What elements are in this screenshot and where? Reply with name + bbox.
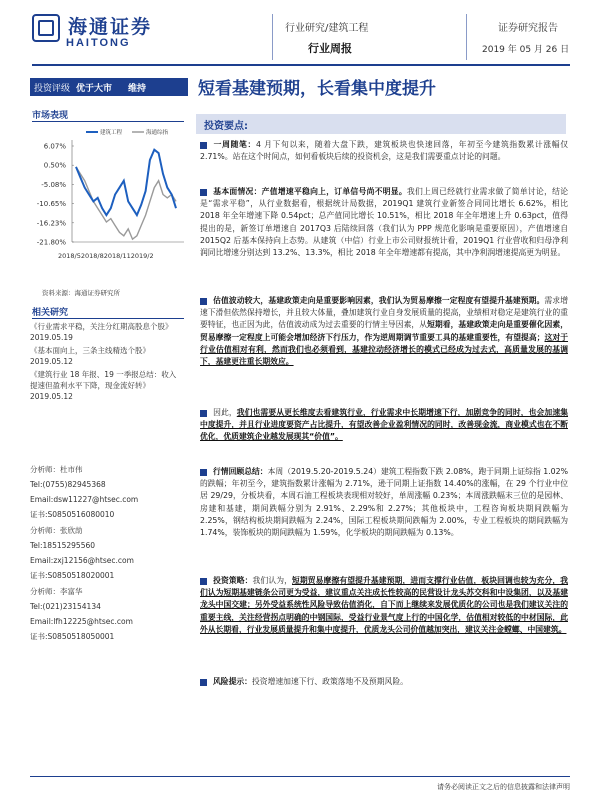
rating-value: 优于大市	[76, 83, 113, 94]
related-item-date: 2019.05.19	[30, 333, 73, 342]
para-underline: 这对于行业估值相对有利，然而我们也必须看到，基建拉动经济增长的模式已经成为过去式，高质量发展的基调下，基建更注重长期效应。	[200, 332, 569, 367]
analyst-cert: 证书:S0850518050001	[30, 632, 115, 641]
chart-source: 资料来源：海通证券研究所	[42, 289, 120, 297]
para-lead: 风险提示：	[213, 677, 252, 686]
analyst-name: 分析师：李富华	[30, 587, 83, 596]
y-tick-label: -10.65%	[36, 200, 66, 209]
paragraph-valuation	[200, 295, 568, 368]
y-tick-label: -5.08%	[41, 180, 66, 189]
logo-mark	[32, 14, 60, 42]
series-line	[76, 167, 176, 239]
y-tick-label: 6.07%	[43, 142, 66, 151]
bullet-icon	[200, 298, 207, 305]
related-item-title[interactable]: 《基本面向上，三条主线精选个股》	[30, 346, 150, 355]
analyst-tel: Tel:18515295560	[30, 541, 96, 550]
report-class: 证券研究报告	[498, 23, 558, 34]
analyst-name: 分析师：杜市伟	[30, 465, 83, 474]
section-rule	[32, 318, 184, 319]
bullet-icon	[200, 410, 207, 417]
report-title: 短看基建预期，长看集中度提升	[198, 79, 436, 99]
para-underline: 短期贸易摩擦有望提升基建预期，进而支撑行业估值，板块回调也较为充分，我们认为短期基建链条公司更为受益，建议重点关注成长性较高的民营设计龙头苏交科和中设集团，以及基建龙头中国交建；另外受益系统性风险导致估值消化，自下而上继续来发展优质化的公司也是我们建议关注的重要主线，关注经营拐点明确的中钢国际，受益行业景气度上行的中国化学，估值相对较低的中材国际，此外从长期看，行业发展质量提升和集中度提升，优质龙头公司价值越加突出，建议关注金螳螂、中国建筑。	[200, 576, 569, 634]
para-lead: 估值波动较大，基建政策走向是重要影响因素，我们认为贸易摩擦一定程度有望提升基建预期。	[213, 296, 545, 305]
y-tick-label: -16.23%	[36, 219, 66, 228]
logo-text-cn: 海通证券	[68, 16, 153, 38]
analyst-card	[30, 586, 133, 642]
bullet-icon	[200, 679, 207, 686]
legend-label: 建筑工程	[100, 130, 123, 136]
related-item-title[interactable]: 《建筑行业 18 年报、19 一季报总结：收入提速但盈利水平下降，现金流好转》	[30, 370, 177, 390]
para-text: 投资增速加速下行、政策落地不及预期风险。	[251, 677, 408, 686]
related-item-title[interactable]: 《行业需求平稳，关注分红期高股息个股》	[30, 322, 173, 331]
para-text: 4 月下旬以来，随着大盘下跌，建筑板块也快速回落，年初至今建筑指数累计涨幅仅 2.71%。站在这个时间点，如何看板块后续的投资机会，这是我们需要重点讨论的问题。	[200, 140, 568, 162]
related-section-title: 相关研究	[32, 308, 69, 318]
bullet-icon	[200, 469, 207, 476]
analyst-email[interactable]: Email:lfh12225@htsec.com	[30, 617, 133, 626]
para-lead: 投资策略：	[213, 576, 253, 585]
para-bold: 短期看，基建政策走向是重要催化因素，贸易摩擦一定程度上可能会增加经济下行压力，作为逆周期调节重要工具的基建重要性，有望提高；	[200, 320, 569, 342]
para-text: 我们认为，	[252, 576, 292, 585]
para-text: 因此，	[213, 408, 237, 417]
footer-disclaimer: 请务必阅读正文之后的信息披露和法律声明	[437, 783, 570, 791]
paragraph-fundamentals	[200, 186, 568, 259]
analyst-cert: 证书:S0850516080010	[30, 510, 115, 519]
bullet-icon	[200, 578, 207, 585]
header-divider	[272, 14, 273, 60]
para-text: 本周（2019.5.20-2019.5.24）建筑工程指数下跌 2.08%，跑于同期上证综指 1.02%的跌幅；年初至今，建筑指数累计涨幅为 2.71%，逊于同期上证指数 14.40%的涨幅，在 29 个行业中位居 29/29，分板块看，本周石油工程板块表现相对较好，单周涨幅 0.23%；本周涨跌幅末三位的是园林、房建和基建，期间跌幅分别为 2.91%、2.29%和 2.27%；其他板块中，工程咨询板块期间跌幅为 2.25%，钢结构板块期间跌幅为 2.24%，国际工程板块期间跌幅为 2.00%，专业工程板块的期间跌幅为 1.74%，装饰板块的期间跌幅为 1.59%，化学板块的期间跌幅为 0.13%。	[200, 467, 569, 538]
y-tick-label: -21.80%	[36, 238, 66, 247]
logo-text-en: HAITONG	[66, 37, 131, 49]
bullet-icon	[200, 189, 207, 196]
paragraph-risk	[200, 676, 568, 688]
legend-label: 海通综指	[146, 130, 169, 136]
related-item-date: 2019.05.12	[30, 357, 73, 366]
para-lead: 基本面情况：产值增速平稳向上，订单信号尚不明显。	[213, 187, 407, 196]
header-divider	[466, 14, 467, 60]
line-chart	[28, 124, 188, 264]
market-chart	[28, 124, 188, 264]
paragraph-strategy	[200, 575, 568, 636]
report-category: 行业研究/建筑工程	[285, 23, 369, 34]
para-underline: 我们也需要从更长维度去看建筑行业，行业需求中长期增速下行，加剧竞争的同时，也会加速集中度提升，并且行业进度要资产占比提升，有望改善企业盈利情况的同时，改善现金流，商业模式也在不断优化，优质建筑企业越发展现其“价值”。	[200, 408, 569, 442]
analyst-card	[30, 525, 134, 581]
rating-label: 投资评级	[34, 83, 71, 94]
paragraph-market-review	[200, 466, 568, 539]
para-lead: 行情回顾总结：	[213, 467, 268, 476]
related-item[interactable]	[30, 369, 182, 402]
paragraph-weekly-notes	[200, 139, 568, 163]
related-item[interactable]	[30, 345, 182, 367]
rating-status: 维持	[128, 83, 147, 94]
analyst-tel: Tel:(021)23154134	[30, 602, 101, 611]
rating-bar	[30, 78, 188, 96]
related-item-date: 2019.05.12	[30, 392, 73, 401]
para-text: 需求增速下滑但依然保持增长，并且较大体量，叠加建筑行业自身发展质量的提高，业绩相对稳定是建筑行业的重要特征，也正因为此，估值波动成为过去重要的行情主导因素，从	[200, 296, 568, 330]
para-text: 我们上周已经就行业需求做了简单讨论，结论是“需求平稳”，从行业数据看，根据统计局数据，2019Q1 建筑行业新签合同同比增长 6.62%，相比 2018 年全年增速下降 0.54pct；总产值同比增长 10.51%，相比 2018 年全年增速上升 0.63pct，值得提出的是，新签订单增速自 2017Q3 后陆续回落（我们认为 PPP 规范化影响是重要原因），产值增速自 2015Q2 后基本保持向上态势。从建筑（中信）行业上市公司财报统计看，2019Q1 行业营收和归母净利润同比增速分别达到 13.2%、13.3%，相比 2018 年全年增速都有提高，其中净利润增速提高更为明显。	[200, 187, 568, 258]
report-date: 2019 年 05 月 26 日	[482, 45, 570, 55]
paragraph-long-term	[200, 407, 568, 444]
report-type: 行业周报	[308, 42, 352, 55]
footer-rule	[30, 776, 570, 777]
series-line	[76, 150, 176, 215]
analyst-card	[30, 464, 138, 520]
para-lead: 一周随笔：	[213, 140, 256, 149]
analyst-email[interactable]: Email:dsw11227@htsec.com	[30, 495, 139, 504]
y-tick-label: 0.50%	[43, 161, 66, 170]
section-rule	[32, 121, 184, 122]
analyst-email[interactable]: Email:zxj12156@htsec.com	[30, 556, 134, 565]
header-rule	[32, 64, 570, 66]
x-tick-label: 2018/52018/82018/112019/2	[58, 252, 154, 260]
bullet-icon	[200, 142, 207, 149]
analyst-cert: 证书:S0850518020001	[30, 571, 115, 580]
analyst-name: 分析师：张欣劼	[30, 526, 83, 535]
related-item[interactable]	[30, 321, 182, 343]
market-section-title: 市场表现	[32, 111, 69, 121]
key-points-heading: 投资要点:	[196, 114, 566, 134]
analyst-tel: Tel:(0755)82945368	[30, 480, 106, 489]
